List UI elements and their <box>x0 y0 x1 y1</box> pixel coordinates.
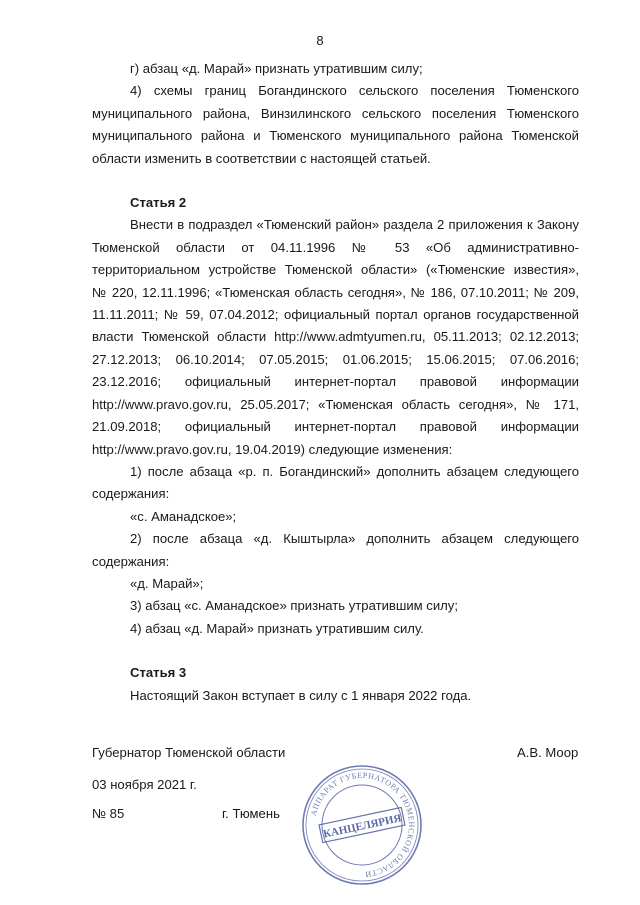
article-3-heading: Статья 3 <box>130 665 187 681</box>
list-item: 3) абзац «с. Аманадское» признать утратившим силу; <box>130 598 458 614</box>
paragraph-4-line: 4) схемы границ Богандинского сельского поселения Тюменского <box>130 83 579 99</box>
seal-ring-text: АППАРАТ ГУБЕРНАТОРА ТЮМЕНСКОЙ ОБЛАСТИ <box>308 770 417 880</box>
article-2-line: Внести в подраздел «Тюменский район» раздела 2 приложения к Закону <box>130 217 579 233</box>
paragraph-4 <box>92 80 579 170</box>
list-item: 1) после абзаца «р. п. Богандинский» дополнить абзацем следующего <box>130 463 579 479</box>
paragraph-4-line: муниципального района, Винзилинского сельского поселения Тюменского <box>92 105 579 121</box>
list-item: содержания: <box>92 553 170 569</box>
paragraph-4-line: области изменить в соответствии с настоящей статьей. <box>92 150 431 166</box>
law-number: № 85 <box>92 806 125 821</box>
article-2-line: территориальном устройстве Тюменской области» («Тюменские известия», <box>92 262 579 278</box>
governor-name: А.В. Моор <box>517 745 579 760</box>
list-item: 4) абзац «д. Марай» признать утратившим силу. <box>130 620 424 636</box>
article-2-line: № 220, 12.11.1996; «Тюменская область сегодня», № 186, 07.10.2011; № 209, <box>92 284 579 300</box>
seal-center-text: КАНЦЕЛЯРИЯ <box>322 812 403 841</box>
article-2-line: 11.11.2011; № 59, 07.04.2012; официальный портал органов государственной <box>92 307 579 323</box>
article-2-items <box>92 461 579 640</box>
signing-city: г. Тюмень <box>222 806 280 821</box>
article-2-line: 21.09.2018; официальный интернет-портал правовой информации <box>92 419 579 435</box>
paragraph-g: г) абзац «д. Марай» признать утратившим силу; <box>130 61 423 76</box>
article-2-heading: Статья 2 <box>130 195 187 211</box>
list-item: содержания: <box>92 486 170 502</box>
governor-title: Губернатор Тюменской области <box>92 745 286 760</box>
list-item: 2) после абзаца «д. Кыштырла» дополнить абзацем следующего <box>130 531 579 547</box>
signing-date: 03 ноября 2021 г. <box>92 777 197 792</box>
article-3-text: Настоящий Закон вступает в силу с 1 января 2022 года. <box>130 687 472 703</box>
article-2-line: http://www.pravo.gov.ru, 25.05.2017; «Тюменская область сегодня», № 171, <box>92 396 579 412</box>
paragraph-4-line: муниципального района и Тюменского муниципального района Тюменской <box>92 128 579 144</box>
list-item: «с. Аманадское»; <box>130 508 237 524</box>
article-2-line: власти Тюменской области http://www.admtyumen.ru, 05.11.2013; 02.12.2013; <box>92 329 579 345</box>
document-body <box>92 58 579 707</box>
article-2-line: 27.12.2013; 06.10.2014; 07.05.2015; 01.06.2015; 15.06.2015; 07.06.2016; <box>92 351 579 367</box>
article-2-line: Тюменской области от 04.11.1996 № 53 «Об административно- <box>92 239 579 255</box>
article-2-text <box>92 214 579 460</box>
article-2-line: 23.12.2016; официальный интернет-портал правовой информации <box>92 374 579 390</box>
page-number: 8 <box>316 33 324 48</box>
list-item: «д. Марай»; <box>130 575 204 591</box>
article-2-line: http://www.pravo.gov.ru, 19.04.2019) следующие изменения: <box>92 441 453 457</box>
office-seal-stamp <box>300 763 424 887</box>
